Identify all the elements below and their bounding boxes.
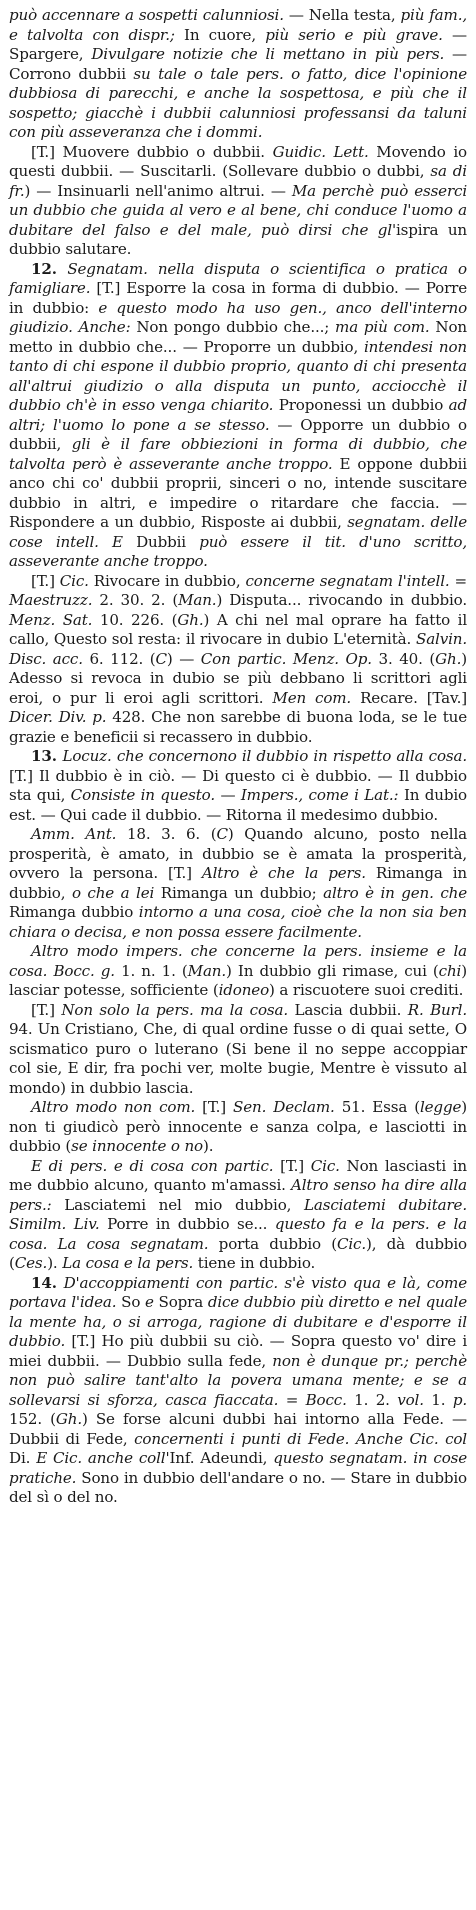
italic-text: può essere il tit. d'uno scritto, asseverante anche troppo.: [9, 532, 468, 570]
body-text: 1.: [423, 1390, 453, 1409]
body-text: — Corrono dubbii: [9, 45, 467, 83]
italic-text: Ma perchè può esserci un dubbio che guida al vero e al bene, chi conduce l'uomo a dubitare del falso e del male, può dirsi che gl': [9, 181, 468, 239]
italic-text: R. Burl.: [407, 1000, 467, 1019]
body-text: ), dà dubbio (: [9, 1234, 467, 1272]
italic-text: Cic.: [336, 1234, 366, 1253]
body-text: Sono in dubbio dell'andare o no. — Stare in dubbio del sì o del no.: [9, 1468, 467, 1506]
section-number: 12.: [31, 259, 68, 278]
body-text: 6. 112. (: [82, 649, 156, 668]
body-text: ).: [203, 1137, 214, 1155]
body-text: E oppone dubbii anco chi co' dubbii proprii, sinceri o no, intende suscitare dubbio in altri, e impedire o ritardare che faccia. — Rispondere a un dubbio, Risposte ai dubbii,: [9, 454, 467, 531]
italic-text: Guidic. Lett.: [272, 142, 369, 161]
entry-paragraph: [9, 143, 467, 260]
italic-text: segnatam. delle cose intell. E: [9, 513, 467, 551]
section-number: 14.: [31, 1273, 64, 1292]
italic-text: Locuz. che concernono il dubbio in rispetto alla cosa.: [62, 747, 467, 765]
entry-paragraph: [9, 747, 467, 825]
body-text: ) Se forse alcuni dubbi hai intorno alla Fede. — Dubbii di Fede,: [9, 1410, 467, 1448]
italic-text: Altro senso ha dire alla pers.:: [9, 1176, 468, 1214]
italic-text: Amm. Ant.: [31, 825, 117, 843]
italic-text: Impers., come i Lat.:: [240, 786, 399, 804]
body-text: [T.] Ho più dubbii su ciò. — Sopra questo vo' dire i miei dubbii. — Dubbio sulla fede,: [9, 1332, 467, 1370]
entry-paragraph: [9, 6, 467, 143]
italic-text: Menz. Sat.: [9, 610, 93, 629]
italic-text: Cic.: [310, 1156, 340, 1175]
body-text: 51. Essa (: [334, 1098, 420, 1116]
body-text: In cuore,: [174, 25, 266, 44]
body-text: — Opporre un dubbio o dubbii,: [9, 415, 467, 453]
body-text: =: [278, 1390, 306, 1409]
italic-text: C: [155, 649, 167, 668]
italic-text: Lasciatemi dubitare. Similm. Liv.: [9, 1195, 467, 1233]
italic-text: Gh.: [435, 649, 462, 668]
italic-text: Bocc.: [305, 1390, 347, 1409]
entry-paragraph: [9, 572, 467, 748]
body-text: ) lasciar potesse, sofficiente (: [9, 961, 467, 999]
italic-text: C: [216, 825, 228, 843]
body-text: 18. 3. 6. (: [116, 825, 217, 843]
italic-text: se innocente o no: [71, 1137, 203, 1155]
body-text: ) Disputa... rivocando in dubbio.: [216, 591, 467, 609]
body-text: ).: [47, 1254, 63, 1272]
body-text: [T.] Il dubbio è in ciò. — Di questo ci è dubbio. — Il dubbio sta qui,: [9, 766, 467, 804]
italic-text: e: [144, 1293, 154, 1311]
italic-text: E Cic. anche coll': [36, 1449, 170, 1467]
body-text: ) Quando alcuno, posto nella prosperità, è amato, in dubbio se è amata la prosperità, ovvero la persona. [T.]: [9, 825, 467, 882]
body-text: 10. 226. (: [92, 610, 178, 629]
body-text: Porre in dubbio se...: [99, 1215, 275, 1233]
entry-paragraph: [9, 825, 467, 942]
italic-text: questo segnatam. in cose pratiche.: [9, 1449, 468, 1487]
italic-text: E di pers. e di cosa con partic.: [31, 1156, 274, 1175]
body-text: So: [116, 1293, 145, 1311]
body-text: Rimanga un dubbio;: [154, 883, 324, 902]
italic-text: chi: [438, 961, 462, 980]
italic-text: concernenti i punti di Fede. Anche Cic. col: [134, 1429, 467, 1448]
italic-text: Divulgare notizie che li mettano in più pers.: [91, 45, 445, 63]
entry-paragraph: [9, 942, 467, 1001]
italic-text: Segnatam. nella disputa o scientifica o pratica o famigliare.: [9, 259, 467, 297]
italic-text: idoneo: [218, 981, 270, 999]
body-text: 94. Un Cristiano, Che, di qual ordine fusse o di quai sette, O scismatico puro o luterano (Si bene il no seppe accoppiar col sie, E dir, fra pochi ver, molte bugie, Mentre è vissuto al mondo) in dubbio lascia.: [9, 1020, 467, 1097]
body-text: ) — Insinuarli nell'animo altrui. —: [24, 181, 292, 200]
italic-text: Men com.: [272, 688, 352, 707]
italic-text: Con partic. Menz. Op.: [200, 649, 372, 668]
italic-text: Altro modo impers. che concerne la pers. insieme e la cosa. Bocc. g.: [9, 942, 467, 980]
italic-text: Gh.: [177, 610, 204, 629]
body-text: Di.: [9, 1449, 37, 1467]
italic-text: Man.: [187, 961, 227, 980]
body-text: ispira un dubbio salutare.: [9, 220, 468, 258]
entry-paragraph: [9, 1001, 467, 1099]
entry-paragraph: [9, 1274, 467, 1508]
body-text: [T.]: [273, 1156, 311, 1175]
body-text: [T.] Muovere dubbio o dubbii.: [31, 142, 273, 161]
italic-text: Cic.: [59, 571, 89, 590]
body-text: 1. 2.: [346, 1390, 398, 1409]
body-text: In dubio est. — Qui cade il dubbio. — Ritorna il medesimo dubbio.: [9, 786, 467, 824]
italic-text: più serio e più grave.: [265, 25, 443, 44]
entry-paragraph: [9, 260, 467, 572]
italic-text: questo fa e la pers. e la cosa. La cosa segnatam.: [9, 1215, 467, 1253]
italic-text: più fam., e talvolta con dispr.;: [9, 6, 467, 44]
body-text: Lascia dubbii.: [288, 1000, 408, 1019]
italic-text: sa di fr.: [9, 162, 467, 200]
italic-text: ad altri; l'uomo lo pone a se stesso.: [9, 396, 468, 434]
body-text: —: [215, 786, 241, 804]
body-text: — Nella testa,: [283, 6, 401, 24]
italic-text: Gh.: [55, 1410, 82, 1428]
italic-text: gli è il fare obbiezioni in forma di dubbio, che talvolta però è asseverante anche troppo.: [9, 435, 467, 473]
dictionary-entry-text: [9, 6, 467, 1508]
body-text: Non pongo dubbio che...;: [130, 318, 336, 336]
italic-text: intorno a una cosa, cioè che la non sia ben chiara o decisa, e non possa essere facilmente.: [9, 903, 467, 941]
italic-text: dice dubbio più diretto e nel quale la mente ha, o si arroga, ragione di dubitare e d'esporre il dubbio.: [9, 1293, 467, 1350]
entry-paragraph: [9, 1098, 467, 1157]
body-text: ) non ti giudicò però innocente e sanza colpa, e lasciotti in dubbio (: [9, 1098, 467, 1155]
italic-text: Altro modo non com.: [31, 1098, 196, 1116]
body-text: 3. 40. (: [371, 649, 436, 668]
italic-text: legge: [419, 1098, 462, 1116]
body-text: Proponessi un dubbio: [273, 396, 449, 414]
body-text: [T.] Esporre la cosa in forma di dubbio. — Porre in dubbio:: [9, 279, 467, 317]
italic-text: Consiste in questo.: [70, 786, 215, 804]
body-text: Inf. Adeundi,: [169, 1449, 274, 1467]
body-text: ) In dubbio gli rimase, cui (: [226, 961, 439, 980]
italic-text: Man.: [178, 591, 217, 609]
entry-paragraph: [9, 1157, 467, 1274]
body-text: [T.]: [31, 1000, 62, 1019]
italic-text: D'accoppiamenti con partic. s'è visto qua e là, come portava l'idea.: [9, 1273, 467, 1311]
body-text: Dubbii: [122, 532, 200, 551]
italic-text: vol.: [397, 1390, 424, 1409]
italic-text: Dicer. Div. p.: [9, 708, 107, 726]
body-text: Sopra: [153, 1293, 208, 1311]
italic-text: e questo modo ha uso gen., anco dell'interno giudizio. Anche:: [9, 298, 468, 336]
body-text: ) —: [166, 649, 201, 668]
italic-text: Sen. Declam.: [233, 1098, 335, 1116]
body-text: 2. 30. 2. (: [92, 591, 179, 609]
italic-text: Altro è che la pers.: [201, 864, 366, 882]
italic-text: o che a lei: [71, 883, 155, 902]
italic-text: su tale o tale pers. o fatto, dice l'opinione dubbiosa di parecchi, e anche la sospettosa, e più che il sospetto; giacchè i dubbii calunniosi professansi da taluni con più asseveranza che i dommi.: [9, 64, 467, 141]
body-text: 428. Che non sarebbe di buona loda, se le tue grazie e beneficii si recassero in dubbio.: [9, 708, 468, 746]
italic-text: Ces.: [14, 1254, 48, 1272]
italic-text: La cosa e la pers.: [62, 1254, 194, 1272]
body-text: ) A chi nel mal oprare ha fatto il callo, Questo sol resta: il rivocare in dubio L'eternità.: [9, 610, 468, 648]
body-text: Rivocare in dubbio,: [88, 571, 246, 590]
body-text: Movendo io questi dubbii. — Suscitarli. (Sollevare dubbio o dubbi,: [9, 142, 467, 180]
body-text: ) Adesso si revoca in dubio se più debbano li scrittori agli eroi, o pur li eroi agli scrittori.: [9, 649, 467, 707]
italic-text: Non solo la pers. ma la cosa.: [61, 1000, 288, 1019]
body-text: Rimanga dubbio: [9, 903, 139, 921]
italic-text: Salvin. Disc. acc.: [9, 630, 467, 668]
italic-text: altro è in gen. che: [323, 883, 467, 902]
body-text: Non metto in dubbio che... — Proporre un dubbio,: [9, 318, 467, 356]
italic-text: ma più com.: [335, 318, 430, 336]
body-text: Non lasciasti in me dubbio alcuno, quanto m'amassi.: [9, 1156, 468, 1194]
body-text: 152. (: [9, 1410, 56, 1428]
italic-text: intendesi non tanto di chi espone il dubbio proprio, quanto di chi presenta all'altrui giudizio o alla disputa un punto, acciocchè il dubbio ch'è in esso venga chiarito.: [9, 337, 468, 414]
body-text: Rimanga in dubbio,: [9, 864, 467, 902]
italic-text: concerne segnatam l'intell. = Maestruzz.: [9, 571, 467, 609]
body-text: — Spargere,: [9, 25, 467, 63]
italic-text: non è dunque pr.; perchè non può salire tant'alto la povera umana mente; e se a sollevarsi si sforza, casca fiaccata.: [9, 1351, 467, 1409]
body-text: tiene in dubbio.: [193, 1254, 316, 1272]
italic-text: può accennare a sospetti calunniosi.: [9, 6, 284, 24]
body-text: Recare. [Tav.]: [351, 688, 468, 707]
body-text: Lasciatemi nel mio dubbio,: [51, 1195, 305, 1214]
body-text: porta dubbio (: [208, 1234, 337, 1253]
body-text: ) a riscuotere suoi crediti.: [269, 981, 464, 999]
body-text: [T.]: [195, 1098, 234, 1116]
body-text: 1. n. 1. (: [114, 961, 188, 980]
body-text: [T.]: [31, 571, 60, 590]
italic-text: p.: [452, 1390, 467, 1409]
section-number: 13.: [31, 747, 63, 765]
